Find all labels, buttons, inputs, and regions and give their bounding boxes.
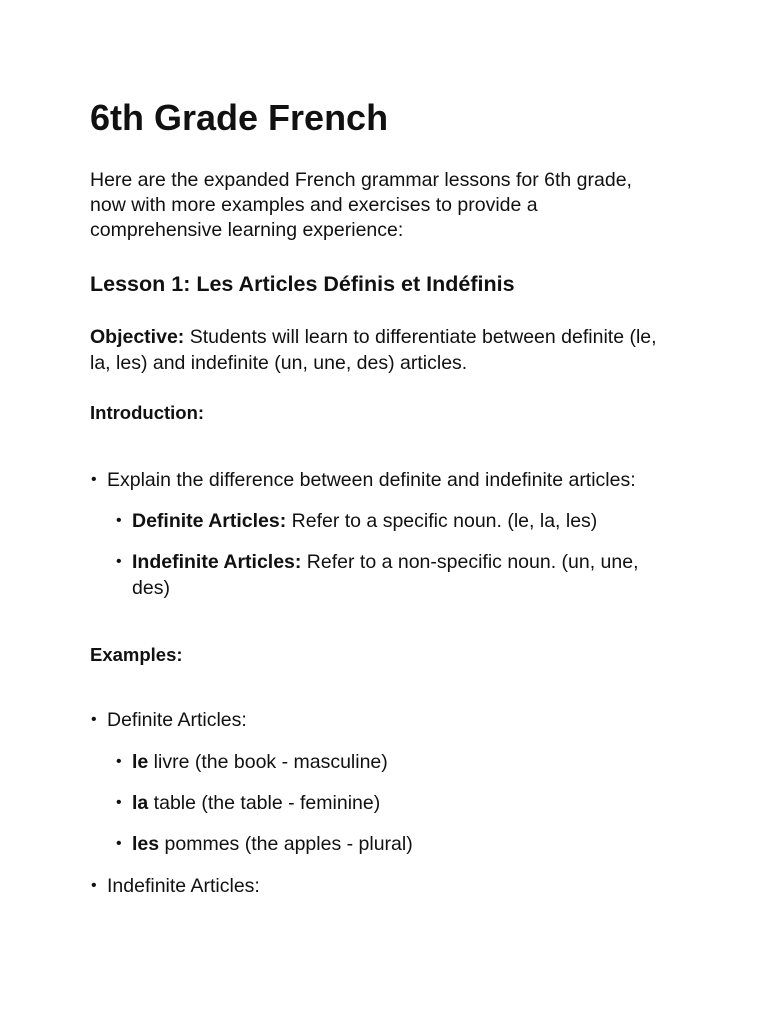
objective-paragraph (90, 324, 670, 376)
bullet-icon: • (116, 835, 122, 852)
example-text: table (the table - feminine) (148, 792, 381, 814)
bullet-icon: • (116, 512, 122, 529)
list-item-example-la (116, 790, 672, 816)
lesson-1-heading: Lesson 1: Les Articles Définis et Indéfinis (90, 272, 515, 296)
list-item-text: Explain the difference between definite and indefinite articles: (107, 469, 636, 491)
example-word: la (132, 792, 149, 814)
definite-text: Refer to a specific noun. (le, la, les) (286, 510, 598, 532)
bullet-icon: • (116, 753, 122, 770)
list-item-example-le (116, 749, 672, 775)
list-item-text: Indefinite Articles: (107, 875, 260, 897)
list-item-text: Definite Articles: (107, 709, 247, 731)
example-word: les (132, 833, 160, 855)
page-title: 6th Grade French (90, 97, 389, 138)
bullet-icon: • (116, 794, 122, 811)
list-item-introduction (91, 467, 667, 493)
indefinite-text: Refer to a non-specific noun. (un, une, des) (132, 551, 639, 599)
bullet-icon: • (91, 711, 97, 728)
list-item-definite-articles (116, 508, 672, 534)
list-item-indefinite-articles (116, 549, 672, 601)
objective-text: Students will learn to differentiate between definite (le, la, les) and indefinite (un, une, des) articles. (90, 326, 657, 374)
list-item-example-les (116, 831, 672, 857)
definite-label: Definite Articles: (132, 510, 287, 532)
objective-label: Objective: (90, 326, 185, 348)
indefinite-label: Indefinite Articles: (132, 551, 302, 573)
bullet-icon: • (91, 471, 97, 488)
list-item-examples-indefinite (91, 873, 667, 899)
introduction-label: Introduction: (90, 402, 205, 423)
example-text: pommes (the apples - plural) (159, 833, 413, 855)
bullet-icon: • (91, 877, 97, 894)
intro-paragraph: Here are the expanded French grammar lessons for 6th grade, now with more examples and exercises to provide a comprehensive learning experience: (90, 169, 632, 241)
bullet-icon: • (116, 553, 122, 570)
list-item-examples-definite (91, 707, 667, 733)
example-text: livre (the book - masculine) (148, 751, 388, 773)
examples-label: Examples: (90, 644, 183, 665)
example-word: le (132, 751, 149, 773)
